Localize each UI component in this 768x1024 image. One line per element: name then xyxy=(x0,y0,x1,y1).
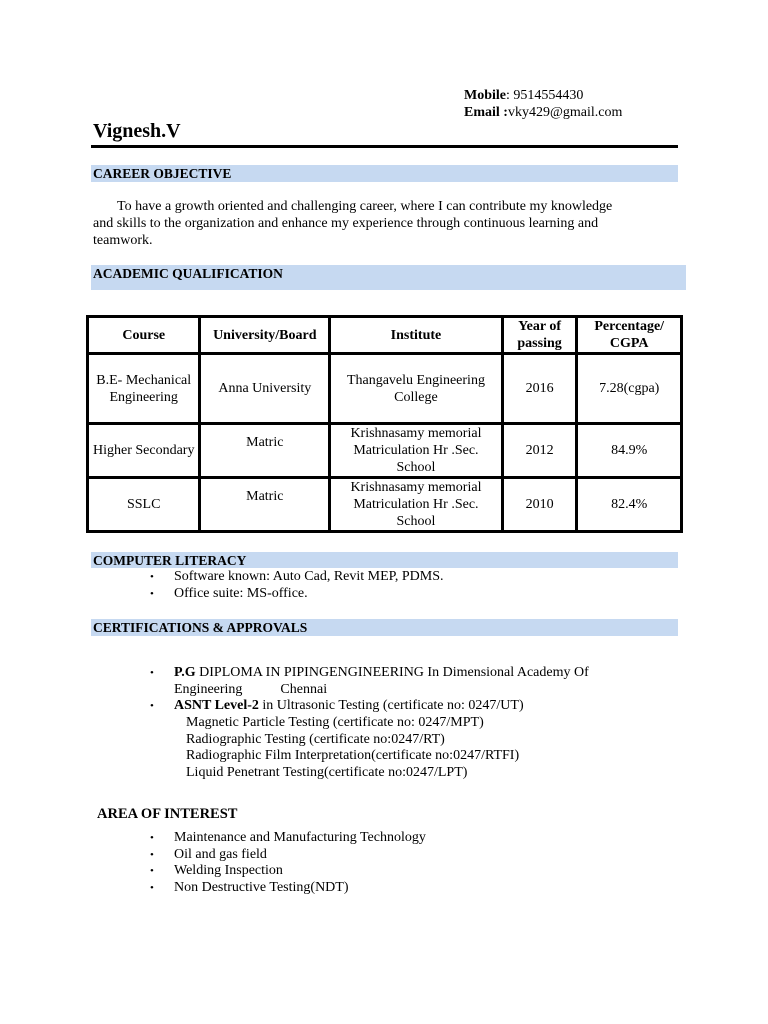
list-item xyxy=(150,863,426,880)
header-institute: Institute xyxy=(330,317,503,354)
list-item xyxy=(150,698,654,715)
email-line xyxy=(464,104,622,121)
header-rule xyxy=(91,145,678,148)
cert-pg-city: Chennai xyxy=(280,681,328,697)
bullet-icon: • xyxy=(150,848,154,861)
cert-sub-item: Liquid Penetrant Testing(certificate no:0247/LPT) xyxy=(186,764,468,780)
career-objective-heading: CAREER OBJECTIVE xyxy=(91,165,678,182)
bullet-icon: • xyxy=(150,667,154,679)
computer-literacy-heading: COMPUTER LITERACY xyxy=(91,552,678,568)
cell-percentage: 7.28(cgpa) xyxy=(577,354,682,424)
list-item xyxy=(150,846,426,864)
cell-course: B.E- Mechanical Engineering xyxy=(88,354,200,424)
cert-sub-list xyxy=(186,715,519,781)
cell-institute: Krishnasamy memorial Matriculation Hr .Sec. School xyxy=(330,478,503,532)
list-item xyxy=(150,665,654,698)
objective-line: teamwork. xyxy=(93,233,153,248)
list-item-text: Maintenance and Manufacturing Technology xyxy=(174,830,426,845)
cert-pg-label: P.G xyxy=(174,665,196,680)
bullet-icon: • xyxy=(150,700,154,712)
objective-line: To have a growth oriented and challenging career, where I can contribute my knowledge xyxy=(117,199,613,214)
header-percentage: Percentage/ CGPA xyxy=(577,317,682,354)
header-university: University/Board xyxy=(200,317,330,354)
list-item xyxy=(150,879,426,897)
mobile-label: Mobile xyxy=(464,88,506,103)
table-row xyxy=(88,478,682,532)
cell-course: Higher Secondary xyxy=(88,424,200,478)
certifications-heading: CERTIFICATIONS & APPROVALS xyxy=(91,619,678,636)
cert-pg-line2 xyxy=(174,682,654,699)
cell-year: 2012 xyxy=(502,424,577,478)
cert-sub-item: Magnetic Particle Testing (certificate no: 0247/MPT) xyxy=(186,715,484,730)
list-item xyxy=(150,569,444,586)
certifications-list xyxy=(150,665,654,715)
cell-institute: Thangavelu Engineering College xyxy=(330,354,503,424)
cell-university: Anna University xyxy=(200,354,330,424)
email-label: Email : xyxy=(464,105,508,120)
mobile-line xyxy=(464,87,622,104)
cert-sub-item: Radiographic Film Interpretation(certificate no:0247/RTFI) xyxy=(186,748,520,763)
area-of-interest-heading: AREA OF INTEREST xyxy=(97,806,238,822)
cell-university: Matric xyxy=(200,478,330,532)
header-year: Year of passing xyxy=(502,317,577,354)
list-item xyxy=(150,585,444,603)
cell-institute: Krishnasamy memorial Matriculation Hr .Sec. School xyxy=(330,424,503,478)
list-item-text: Non Destructive Testing(NDT) xyxy=(174,879,349,895)
cert-sub-item: Radiographic Testing (certificate no:0247/RT) xyxy=(186,731,445,747)
table-row xyxy=(88,424,682,478)
academic-table xyxy=(86,315,683,533)
career-objective-text xyxy=(93,198,693,249)
area-of-interest-list xyxy=(150,830,426,896)
contact-block xyxy=(464,87,622,121)
list-item-text: Software known: Auto Cad, Revit MEP, PDMS. xyxy=(174,569,444,584)
objective-line: and skills to the organization and enhance my experience through continuous learning and xyxy=(93,216,599,231)
table-header-row xyxy=(88,317,682,354)
cert-asnt-label: ASNT Level-2 xyxy=(174,698,259,713)
bullet-icon: • xyxy=(150,832,154,844)
cell-university: Matric xyxy=(200,424,330,478)
bullet-icon: • xyxy=(150,881,154,894)
cell-year: 2010 xyxy=(502,478,577,532)
email-value[interactable]: vky429@gmail.com xyxy=(507,105,623,120)
table-row xyxy=(88,354,682,424)
list-item xyxy=(150,830,426,847)
academic-heading: ACADEMIC QUALIFICATION xyxy=(91,265,686,290)
candidate-name: Vignesh.V xyxy=(93,120,181,142)
list-item-text: Office suite: MS-office. xyxy=(174,585,308,601)
header-course: Course xyxy=(88,317,200,354)
cert-pg-institution: Engineering xyxy=(174,681,243,697)
cell-percentage: 84.9% xyxy=(577,424,682,478)
cert-asnt-text: in Ultrasonic Testing (certificate no: 0247/UT) xyxy=(258,698,524,713)
cell-course: SSLC xyxy=(88,478,200,532)
cell-percentage: 82.4% xyxy=(577,478,682,532)
bullet-icon: • xyxy=(150,865,154,877)
cell-year: 2016 xyxy=(502,354,577,424)
computer-literacy-list xyxy=(150,569,444,602)
cert-pg-text: DIPLOMA IN PIPINGENGINEERING In Dimensional Academy Of xyxy=(199,665,589,680)
list-item-text: Welding Inspection xyxy=(174,863,283,878)
bullet-icon: • xyxy=(150,571,154,583)
list-item-text: Oil and gas field xyxy=(174,846,267,862)
mobile-value: : 9514554430 xyxy=(506,88,584,103)
bullet-icon: • xyxy=(150,587,154,600)
